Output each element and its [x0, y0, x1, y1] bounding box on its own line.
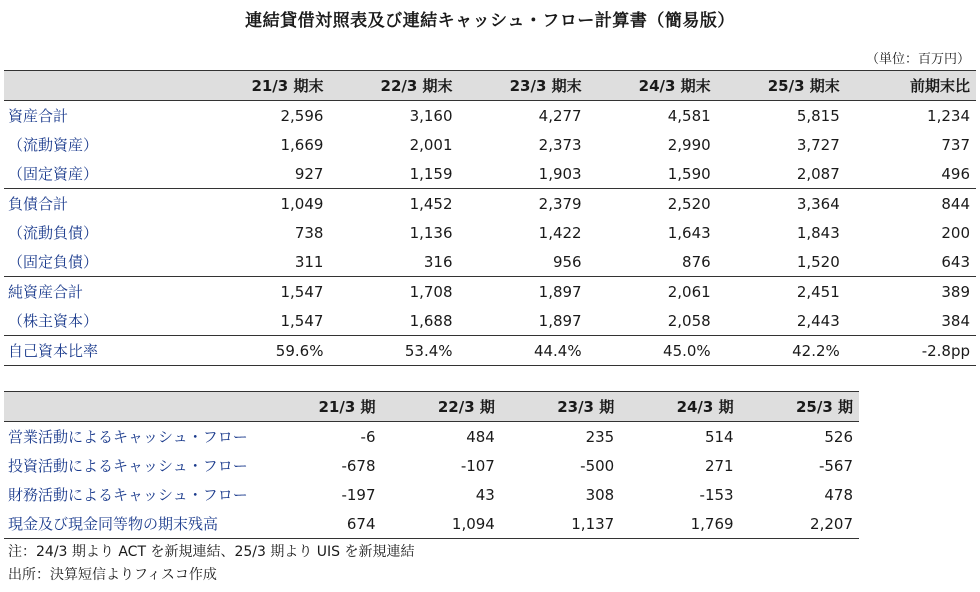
row-label: 自己資本比率 [4, 336, 181, 366]
cell-value: 1,897 [538, 282, 582, 301]
table-row [4, 509, 859, 539]
header-cell: 25/3 期末 [717, 71, 846, 101]
cell-value: 496 [846, 159, 976, 189]
cell-value: 271 [704, 456, 734, 475]
cell-value: 235 [585, 427, 615, 446]
cell-value: -567 [818, 456, 853, 475]
cell-value: 674 [274, 509, 381, 539]
cell-value: 4,277 [538, 106, 582, 125]
table-row [4, 101, 976, 131]
cell-value: 1,049 [280, 194, 324, 213]
cell-value: 1,159 [329, 159, 458, 189]
cell-value: 311 [181, 247, 330, 277]
cell-value: 44.4% [459, 336, 588, 366]
cell-value: -2.8pp [846, 336, 976, 366]
cell-value: 1,769 [620, 509, 739, 539]
page-title: 連結貸借対照表及び連結キャッシュ・フロー計算書（簡易版） [245, 11, 735, 31]
balance-sheet-table [4, 70, 976, 366]
cell-value: 927 [181, 159, 330, 189]
cell-value: 1,137 [501, 509, 620, 539]
cell-value: 1,688 [329, 306, 458, 336]
cell-value: 5,815 [796, 106, 840, 125]
cell-value: 1,234 [927, 106, 970, 125]
cell-value: 2,001 [409, 135, 453, 154]
cell-value: 643 [846, 247, 976, 277]
cell-value: 389 [941, 282, 970, 301]
cell-value: 1,643 [667, 223, 711, 242]
cell-value: 1,590 [588, 159, 717, 189]
cell-value: 526 [824, 427, 853, 446]
cell-value: 200 [941, 223, 970, 242]
cell-value: -197 [341, 485, 376, 504]
cell-value: 59.6% [181, 336, 330, 366]
cell-value: 1,547 [280, 282, 324, 301]
cell-value: 2,520 [667, 194, 711, 213]
row-label: 負債合計 [8, 195, 69, 213]
cell-value: 45.0% [588, 336, 717, 366]
cell-value: 1,520 [717, 247, 846, 277]
header-cell: 25/3 期 [740, 392, 859, 422]
table-row [4, 451, 859, 480]
cell-value: 1,843 [796, 223, 840, 242]
cell-value: -107 [460, 456, 495, 475]
cell-value: 53.4% [329, 336, 458, 366]
table-row [4, 480, 859, 509]
table-row [4, 189, 976, 219]
header-cell [4, 392, 274, 422]
header-cell: 前期末比 [846, 71, 976, 101]
table-row [4, 247, 976, 277]
row-label: 営業活動によるキャッシュ・フロー [8, 428, 248, 446]
cell-value: 737 [941, 135, 970, 154]
table-row [4, 277, 976, 307]
cell-value: 844 [941, 194, 970, 213]
table-header-row [4, 71, 976, 101]
table-row [4, 422, 859, 452]
row-label: 財務活動によるキャッシュ・フロー [8, 486, 248, 504]
cell-value: -678 [341, 456, 376, 475]
cell-value: 1,708 [409, 282, 453, 301]
row-label: 投資活動によるキャッシュ・フロー [8, 457, 248, 475]
cell-value: 956 [459, 247, 588, 277]
cell-value: 1,136 [409, 223, 453, 242]
cell-value: 3,364 [796, 194, 840, 213]
source-note: 出所：決算短信よりフィスコ作成 [8, 567, 217, 583]
table-row [4, 306, 976, 336]
cell-value: 2,061 [667, 282, 711, 301]
cell-value: 43 [475, 485, 495, 504]
row-label: 純資産合計 [8, 283, 84, 301]
cell-value: 1,669 [280, 135, 324, 154]
header-cell: 22/3 期末 [329, 71, 458, 101]
table-row [4, 218, 976, 247]
header-cell: 23/3 期末 [459, 71, 588, 101]
cell-value: 3,727 [796, 135, 840, 154]
cell-value: 2,373 [538, 135, 582, 154]
cell-value: 876 [588, 247, 717, 277]
cell-value: 2,596 [280, 106, 324, 125]
cell-value: -153 [699, 485, 734, 504]
table-row [4, 130, 976, 159]
footnote: 注：24/3 期より ACT を新規連結、25/3 期より UIS を新規連結 [8, 544, 415, 560]
header-cell: 24/3 期 [620, 392, 739, 422]
cell-value: 1,422 [538, 223, 582, 242]
header-cell: 21/3 期 [274, 392, 381, 422]
cash-flow-table [4, 391, 859, 539]
row-label: 資産合計 [8, 107, 69, 125]
header-cell: 21/3 期末 [181, 71, 330, 101]
cell-value: 2,058 [588, 306, 717, 336]
cell-value: 2,451 [796, 282, 840, 301]
table-header-row [4, 392, 859, 422]
header-cell [4, 71, 181, 101]
cell-value: 42.2% [717, 336, 846, 366]
header-cell: 23/3 期 [501, 392, 620, 422]
cell-value: 514 [704, 427, 734, 446]
row-label: （流動負債） [8, 224, 99, 242]
cell-value: 316 [329, 247, 458, 277]
cell-value: 2,379 [538, 194, 582, 213]
cell-value: 1,094 [382, 509, 501, 539]
table-row [4, 336, 976, 366]
cell-value: 1,452 [409, 194, 453, 213]
row-label: （固定資産） [4, 159, 181, 189]
header-cell: 24/3 期末 [588, 71, 717, 101]
cell-value: 4,581 [667, 106, 711, 125]
cell-value: 2,207 [740, 509, 859, 539]
table-row [4, 159, 976, 189]
cell-value: 1,903 [459, 159, 588, 189]
row-label: （株主資本） [4, 306, 181, 336]
cell-value: 2,443 [717, 306, 846, 336]
cell-value: -500 [580, 456, 615, 475]
cell-value: 738 [294, 223, 324, 242]
cell-value: 1,897 [459, 306, 588, 336]
cell-value: 2,990 [667, 135, 711, 154]
cell-value: 1,547 [181, 306, 330, 336]
unit-label: （単位：百万円） [865, 52, 970, 67]
row-label: 現金及び現金同等物の期末残高 [4, 509, 274, 539]
cell-value: -6 [360, 427, 376, 446]
cell-value: 308 [585, 485, 615, 504]
cell-value: 3,160 [409, 106, 453, 125]
cell-value: 384 [846, 306, 976, 336]
cell-value: 484 [466, 427, 495, 446]
header-cell: 22/3 期 [382, 392, 501, 422]
row-label: （流動資産） [8, 136, 99, 154]
cell-value: 2,087 [717, 159, 846, 189]
row-label: （固定負債） [4, 247, 181, 277]
cell-value: 478 [824, 485, 853, 504]
